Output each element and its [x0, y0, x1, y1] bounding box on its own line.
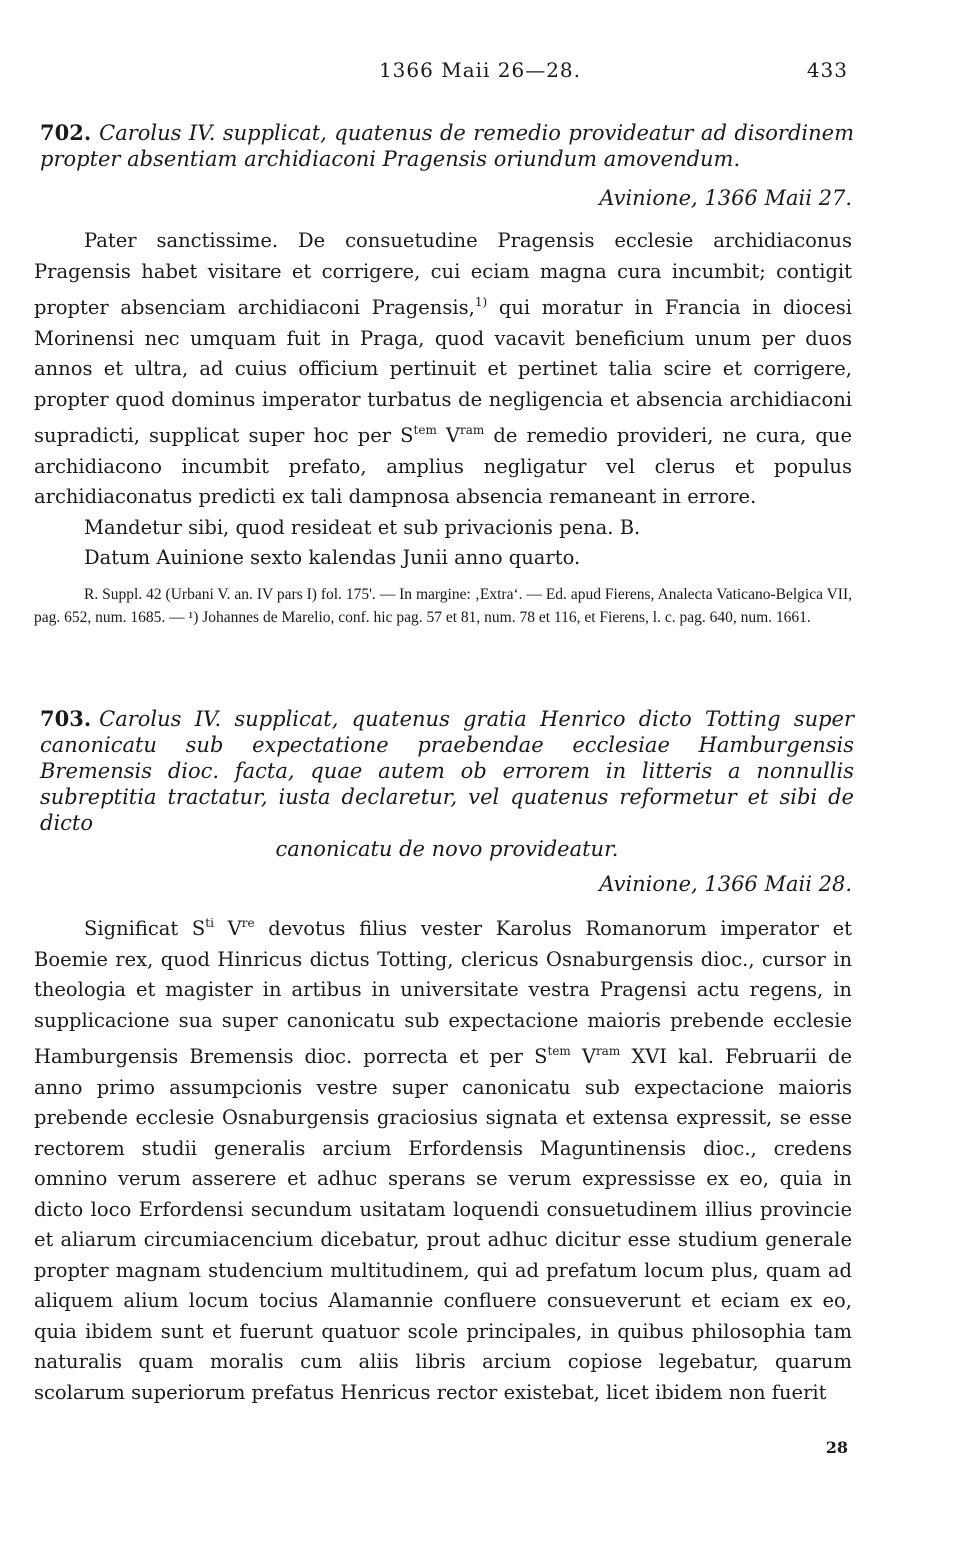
- entry-703-heading-text: Carolus IV. supplicat, quatenus gratia Henrico dicto Totting super canonicatu sub expectatione praebendae ecclesiae Hamburgensis Bremensis dioc. facta, quae autem ob errorem in litteris a nonnullis subreptitia tractatur, iusta declaretur, vel quatenus reformetur et sibi de dicto: [40, 707, 854, 835]
- entry-703-text-c: devotus filius vester Karolus Romanorum imperator et Boemie rex, quod Hinricus dictus Totting, clericus Osnaburgensis dioc., cursor in theologia et magister in artibus in universitate vestra Pragensi actu regens, in supplicacione sua super canonicatu sub expectacione maioris prebende ecclesie Hamburgensis Bremensis dioc. porrecta et per S: [34, 917, 852, 1068]
- entry-702-heading-text: Carolus IV. supplicat, quatenus de remedio provideatur ad disordinem propter absentiam archidiaconi Pragensis oriundum amovendum.: [40, 121, 854, 171]
- entry-703-date: Avinione, 1366 Maii 28.: [599, 872, 852, 896]
- entry-702-body: [34, 226, 852, 574]
- running-head: [0, 58, 960, 88]
- running-head-title: 1366 Maii 26—28.: [378, 58, 582, 82]
- entry-702-paragraph-2: Mandetur sibi, quod resideat et sub privacionis pena. B.: [84, 515, 641, 539]
- sup-re: re: [241, 916, 255, 930]
- entry-702-paragraph-3: Datum Auinione sexto kalendas Junii anno quarto.: [84, 546, 581, 569]
- entry-703-number: 703.: [40, 706, 92, 731]
- entry-703-paragraph-1: [34, 908, 852, 1408]
- signature-mark: 28: [825, 1438, 848, 1457]
- entry-702-paragraph-1: [34, 226, 852, 513]
- sup-ram-2: ram: [595, 1044, 621, 1058]
- entry-702-p1-text: Pater sanctissime. De consuetudine Pragensis ecclesie archidiaconus Pragensis habet visitare et corrigere, cui eciam magna cura incumbit; contigit propter absenciam archidiaconi Pragensis,: [34, 229, 852, 319]
- entry-703-text-a: Significat S: [84, 917, 206, 940]
- entry-702-date: Avinione, 1366 Maii 27.: [599, 186, 852, 210]
- entry-702-number: 702.: [40, 120, 92, 145]
- sup-tem-2: tem: [547, 1044, 571, 1058]
- entry-702-notes: [34, 584, 852, 629]
- entry-702-heading: [40, 120, 854, 172]
- entry-702-notes-text: R. Suppl. 42 (Urbani V. an. IV pars I) fol. 175'. — In margine: ‚Extra‘. — Ed. apud Fierens, Analecta Vaticano-Belgica VII, pag. 652, num. 1685. — ¹) Johannes de Marelio, conf. hic pag. 57 et 81, num. 78 et 116, et Fierens, l. c. pag. 640, num. 1661.: [34, 586, 852, 626]
- entry-703-heading: [40, 706, 854, 862]
- page-number: 433: [806, 58, 848, 82]
- sup-ti: ti: [205, 916, 214, 930]
- entry-703-heading-last: canonicatu de novo provideatur.: [275, 837, 619, 861]
- entry-703-text-b: V: [213, 917, 242, 940]
- v-abbrev: V: [436, 424, 460, 447]
- entry-703-text-e: XVI kal. Februarii de anno primo assumpcionis vestre super canonicatu sub expectacione maioris prebende ecclesie Osnaburgensis graciosius signata et extensa expressit, se esse rectorem studii generalis arcium Erfordensis Maguntinensis dioc., credens omnino verum asserere et adhuc sperans se verum expressisse ex eo, quia in dicto loco Erfordensi secundum usitatam loquendi consuetudinem illius provincie et aliarum circumiacencium dicebatur, prout adhuc dicitur esse studium generale propter magnam studencium multitudinem, qui ad prefatum locum plus, quam ad aliquem alium locum tocius Alamannie confluere consueverunt et eciam ex eo, quia ibidem sunt et fuerunt quatuor scole principales, in quibus philosophia tam naturalis quam moralis cum aliis libris arcium copiose legebatur, quarum scolarum superiorum prefatus Henricus rector existebat, licet ibidem non fuerit: [34, 1045, 852, 1404]
- sup-ram: ram: [460, 423, 485, 437]
- entry-703-text-d: V: [570, 1045, 596, 1068]
- footnote-ref-1: 1): [474, 295, 488, 309]
- entry-702-p1c-text: de remedio provideri, ne cura, que archidiacono incumbit prefato, amplius negligatur vel clerus et populus archidiaconatus predicti ex tali dampnosa absencia remaneant in errore.: [34, 424, 853, 508]
- entry-702-p1b-text: qui moratur in Francia in diocesi Morinensi nec umquam fuit in Praga, quod vacavit beneficium unum per duos annos et ultra, ad cuius officium pertinuit et pertinet talia scire et corrigere, propter quod dominus imperator turbatus de negligencia et absencia archidiaconi supradicti, supplicat super hoc per S: [34, 296, 852, 447]
- sup-tem: tem: [413, 423, 437, 437]
- entry-703-body: [34, 908, 852, 1408]
